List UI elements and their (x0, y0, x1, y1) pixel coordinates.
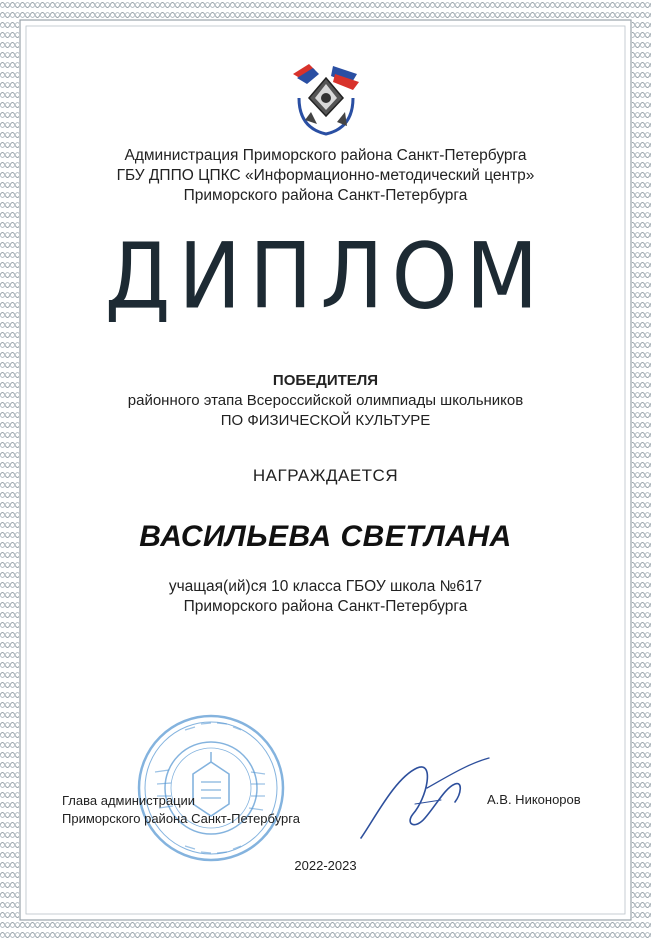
olympiad-emblem-icon (285, 58, 367, 140)
winner-description (0, 371, 651, 431)
signatory-title-line-2: Приморского района Санкт-Петербурга (62, 811, 300, 826)
academic-year: 2022-2023 (294, 858, 357, 873)
diploma-title: ДИПЛОМ (104, 223, 547, 329)
recipient-district: Приморского района Санкт-Петербурга (183, 598, 468, 615)
official-seal-icon (135, 712, 287, 864)
recipient-details (0, 577, 651, 617)
issuer-header (0, 146, 651, 206)
signatory-title-line-1: Глава администрации (62, 793, 196, 808)
winner-label: ПОБЕДИТЕЛЯ (272, 372, 379, 389)
awarded-label: НАГРАЖДАЕТСЯ (252, 466, 399, 485)
signatory-name: А.В. Никоноров (487, 792, 581, 807)
olympiad-subject: ПО ФИЗИЧЕСКОЙ КУЛЬТУРЕ (220, 412, 431, 429)
olympiad-stage: районного этапа Всероссийской олимпиады школьников (127, 392, 524, 409)
recipient-school: учащая(ий)ся 10 класса ГБОУ школа №617 (168, 578, 483, 595)
issuer-line-3: Приморского района Санкт-Петербурга (183, 187, 468, 204)
issuer-line-2: ГБУ ДППО ЦПКС «Информационно-методический центр» (116, 167, 535, 184)
signatory-title (62, 792, 300, 828)
signature-icon (355, 748, 495, 844)
recipient-name: ВАСИЛЬЕВА СВЕТЛАНА (139, 520, 512, 553)
issuer-line-1: Администрация Приморского района Санкт-Петербурга (124, 147, 527, 164)
